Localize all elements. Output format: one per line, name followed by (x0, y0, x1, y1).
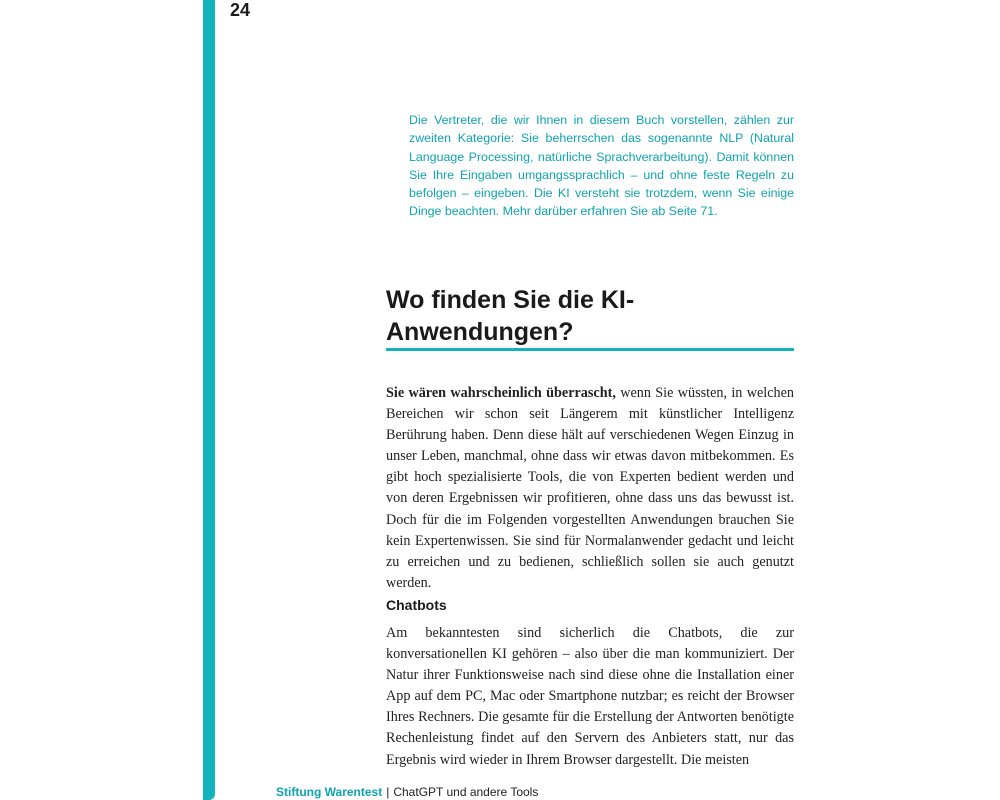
footer-separator: | (386, 785, 390, 799)
paragraph-1-text: wenn Sie wüssten, in welchen Bereichen wir schon seit Längerem mit künstlicher Intelligenz Berührung haben. Denn diese hält auf verschiedenen Wegen Einzug in unser Leben, manchmal, ohne dass wir etwas davon mitbekommen. Es gibt hoch spezialisierte Tools, die von Experten bedient werden und von deren Ergebnissen wir profitieren, ohne dass uns das bewusst ist. Doch für die im Folgenden vorgestellten Anwendungen brauchen Sie kein Expertenwissen. Sie sind für Normalanwender gedacht und leicht zu erreichen und zu bedienen, schließlich sollen sie auch genutzt werden. (386, 385, 794, 591)
section-heading: Wo finden Sie die KI-Anwendungen? (386, 286, 635, 346)
page-footer (276, 785, 538, 799)
footer-title: ChatGPT und andere Tools (393, 785, 539, 799)
lead-in-text: Sie wären wahrscheinlich überrascht, (386, 385, 616, 401)
body-paragraph-2: Am bekanntesten sind sicherlich die Chatbots, die zur konversationellen KI gehören – also über die man kommuniziert. Der Natur ihrer Funktionsweise nach sind diese ohne die Installation einer App auf dem PC, Mac oder Smartphone nutzbar; es reicht der Browser Ihres Rechners. Die gesamte für die Erstellung der Antworten benötigte Rechenleistung findet auf den Servern des Anbieters statt, nur das Ergebnis wird wieder in Ihrem Browser dargestellt. Die meisten (386, 625, 794, 768)
body-paragraph-1 (386, 383, 794, 594)
subheading-chatbots: Chatbots (386, 597, 447, 613)
intro-paragraph: Die Vertreter, die wir Ihnen in diesem Buch vorstellen, zählen zur zweiten Kategorie: Sie beherrschen das sogenannte NLP (Natural Language Processing, natürliche Sprachverarbeitung). Damit können Sie Ihre Eingaben umgangssprachlich – und ohne feste Regeln zu befolgen – eingeben. Die KI versteht sie trotzdem, wenn Sie einige Dinge beachten. Mehr darüber erfahren Sie ab Seite 71. (409, 113, 794, 219)
side-accent-bar (203, 0, 215, 800)
page-number: 24 (230, 0, 251, 20)
heading-underline (386, 348, 794, 351)
footer-brand: Stiftung Warentest (276, 785, 383, 799)
